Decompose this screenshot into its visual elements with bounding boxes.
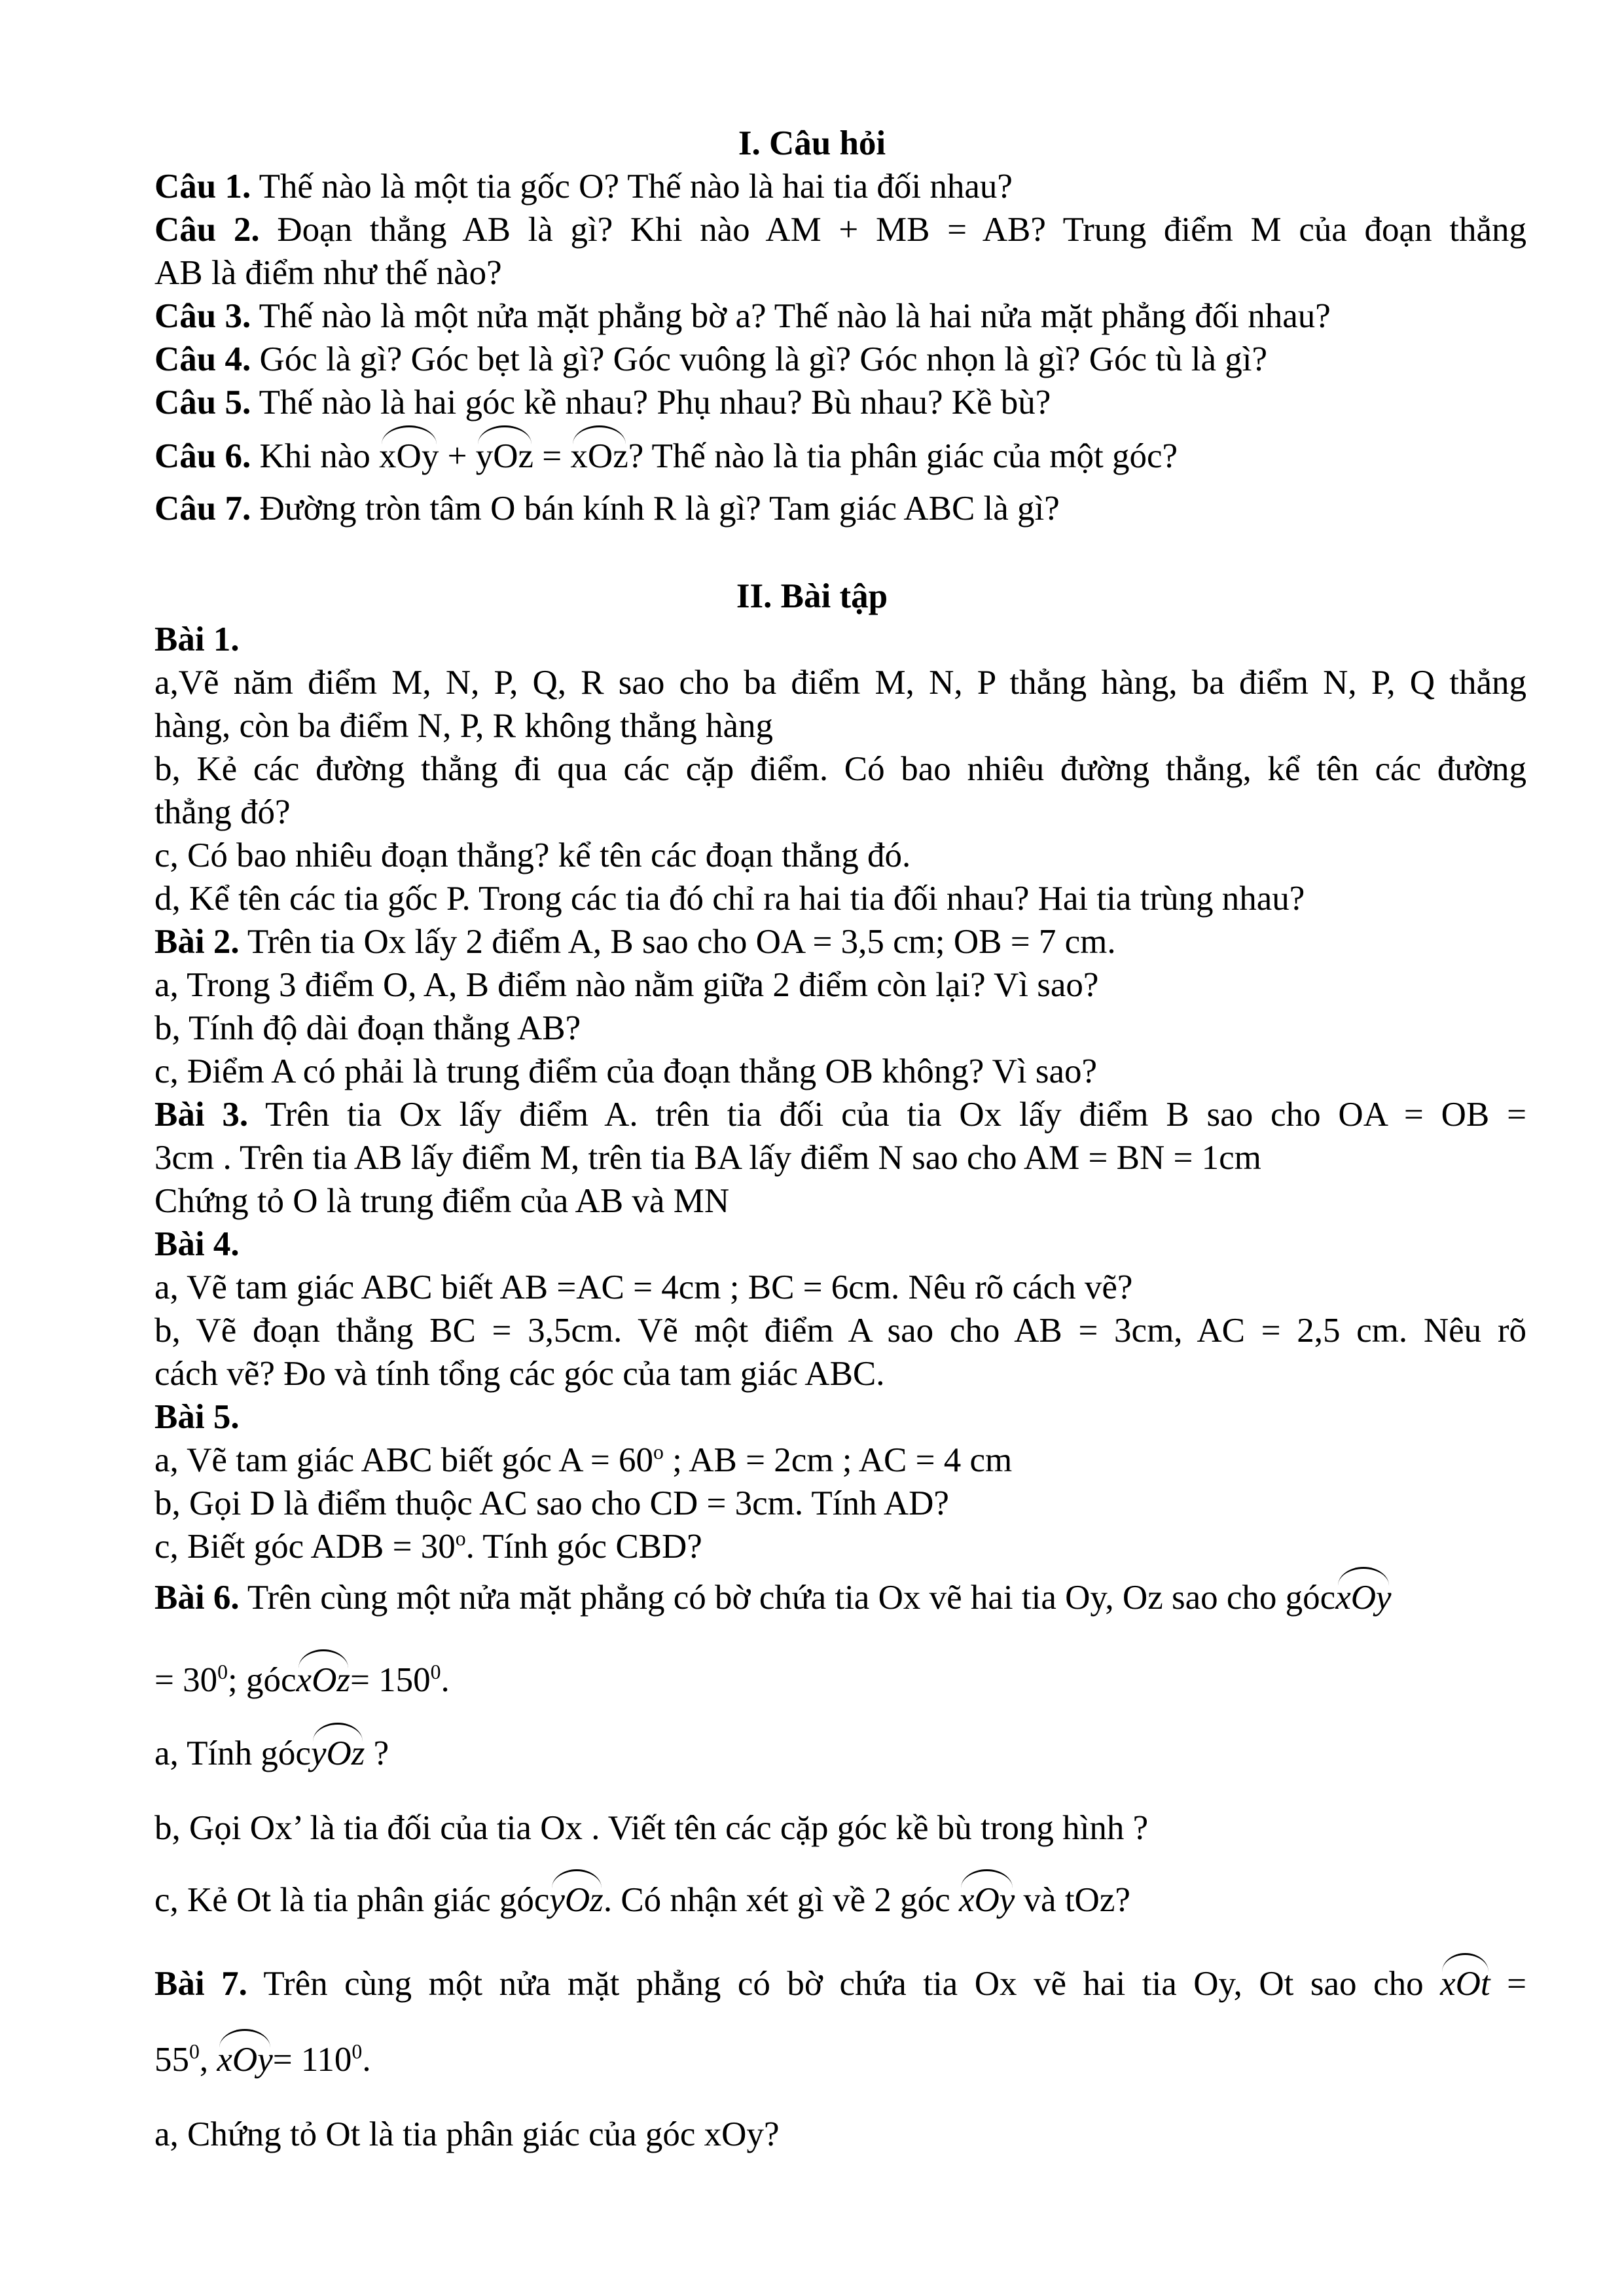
exercise-3-line-3: Chứng tỏ O là trung điểm của AB và MN (154, 1182, 730, 1220)
question-2-line-1: Câu 2. Đoạn thẳng AB là gì? Khi nào AM + MB = AB? Trung điểm M của đoạn thẳng (154, 211, 1526, 249)
section-title-questions: I. Câu hỏi (738, 124, 886, 162)
exercise-6-a: a, Tính gócyOz ? (154, 1732, 389, 1775)
exercise-1-a-line-1: a,Vẽ năm điểm M, N, P, Q, R sao cho ba điểm M, N, P thẳng hàng, ba điểm N, P, Q thẳng (154, 664, 1526, 702)
angle-yoz: yOz (311, 1732, 365, 1775)
exercise-6-line-1: Bài 6. Trên cùng một nửa mặt phẳng có bờ chứa tia Ox vẽ hai tia Oy, Oz sao cho gócxOy (154, 1576, 1392, 1619)
exercise-7-a: a, Chứng tỏ Ot là tia phân giác của góc xOy? (154, 2115, 780, 2153)
angle-xot: xOt (1440, 1962, 1490, 2005)
angle-yoz: yOz (476, 435, 533, 478)
exercise-3-line-2: 3cm . Trên tia AB lấy điểm M, trên tia BA lấy điểm N sao cho AM = BN = 1cm (154, 1139, 1261, 1177)
exercise-4-b-line-1: b, Vẽ đoạn thẳng BC = 3,5cm. Vẽ một điểm A sao cho AB = 3cm, AC = 2,5 cm. Nêu rõ (154, 1312, 1526, 1350)
exercise-1-b-line-2: thẳng đó? (154, 793, 291, 831)
exercise-7-line-2: $55^0$, $xOy= 110^0$. (154, 2038, 371, 2081)
exercise-4-b-line-2: cách vẽ? Đo và tính tổng các góc của tam giác ABC. (154, 1355, 885, 1393)
exercise-1-d: d, Kể tên các tia gốc P. Trong các tia đó chỉ ra hai tia đối nhau? Hai tia trùng nhau? (154, 880, 1305, 918)
question-5: Câu 5. Thế nào là hai góc kề nhau? Phụ nhau? Bù nhau? Kề bù? (154, 384, 1051, 422)
angle-xoy: xOy (379, 435, 439, 478)
section-title-exercises: II. Bài tập (736, 577, 888, 615)
question-6: Câu 6. Khi nào xOy + yOz = xOz? Thế nào là tia phân giác của một góc? (154, 435, 1178, 478)
question-4: Câu 4. Góc là gì? Góc bẹt là gì? Góc vuông là gì? Góc nhọn là gì? Góc tù là gì? (154, 340, 1267, 378)
exercise-2-a: a, Trong 3 điểm O, A, B điểm nào nằm giữa 2 điểm còn lại? Vì sao? (154, 966, 1099, 1004)
exercise-5-c: c, Biết góc ADB = $30^o$. Tính góc CBD? (154, 1526, 702, 1566)
question-7: Câu 7. Đường tròn tâm O bán kính R là gì? Tam giác ABC là gì? (154, 490, 1060, 528)
exercise-5-a: a, Vẽ tam giác ABC biết góc $A = 60^o$ ; AB = 2cm ; AC = 4 cm (154, 1440, 1013, 1479)
question-2-line-2: AB là điểm như thế nào? (154, 254, 502, 292)
exercise-5-b: b, Gọi D là điểm thuộc AC sao cho CD = 3cm. Tính AD? (154, 1484, 949, 1522)
angle-yoz: yOz (549, 1878, 603, 1922)
angle-xoz: xOz (297, 1659, 350, 1702)
question-1: Câu 1. Thế nào là một tia gốc O? Thế nào là hai tia đối nhau? (154, 168, 1013, 206)
exercise-6-c: c, Kẻ Ot là tia phân giác gócyOz. Có nhận xét gì về 2 góc xOy và tOz? (154, 1878, 1130, 1922)
question-3: Câu 3. Thế nào là một nửa mặt phẳng bờ a? Thế nào là hai nửa mặt phẳng đối nhau? (154, 297, 1331, 335)
angle-xoy: xOy (1335, 1576, 1391, 1619)
exercise-2-b: b, Tính độ dài đoạn thẳng AB? (154, 1009, 581, 1047)
exercise-7-line-1: Bài 7. Trên cùng một nửa mặt phẳng có bờ chứa tia Ox vẽ hai tia Oy, Ot sao cho xOt = (154, 1962, 1526, 2005)
exercise-6-b: b, Gọi Ox’ là tia đối của tia Ox . Viết tên các cặp góc kề bù trong hình ? (154, 1809, 1149, 1847)
exercise-2-c: c, Điểm A có phải là trung điểm của đoạn thẳng OB không? Vì sao? (154, 1052, 1098, 1090)
exercise-1-b-line-1: b, Kẻ các đường thẳng đi qua các cặp điểm. Có bao nhiêu đường thẳng, kể tên các đường (154, 750, 1526, 788)
angle-xoy: xOy (959, 1878, 1015, 1922)
exercise-3-line-1: Bài 3. Trên tia Ox lấy điểm A. trên tia đối của tia Ox lấy điểm B sao cho OA = OB = (154, 1096, 1527, 1134)
angle-xoz: xOz (570, 435, 628, 478)
exercise-1-a-line-2: hàng, còn ba điểm N, P, R không thẳng hàng (154, 707, 774, 745)
exercise-2: Bài 2. Trên tia Ox lấy 2 điểm A, B sao cho OA = 3,5 cm; OB = 7 cm. (154, 923, 1116, 961)
exercise-1-c: c, Có bao nhiêu đoạn thẳng? kể tên các đoạn thẳng đó. (154, 836, 911, 874)
exercise-1-label: Bài 1. (154, 620, 240, 658)
exercise-4-a: a, Vẽ tam giác ABC biết AB =AC = 4cm ; BC = 6cm. Nêu rõ cách vẽ? (154, 1268, 1133, 1306)
angle-xoy: xOy (217, 2038, 272, 2081)
exercise-6-line-2: = $30^0$; gócxOz= $150^0$. (154, 1659, 450, 1702)
exercise-4-label: Bài 4. (154, 1225, 240, 1263)
exercise-5-label: Bài 5. (154, 1398, 240, 1436)
